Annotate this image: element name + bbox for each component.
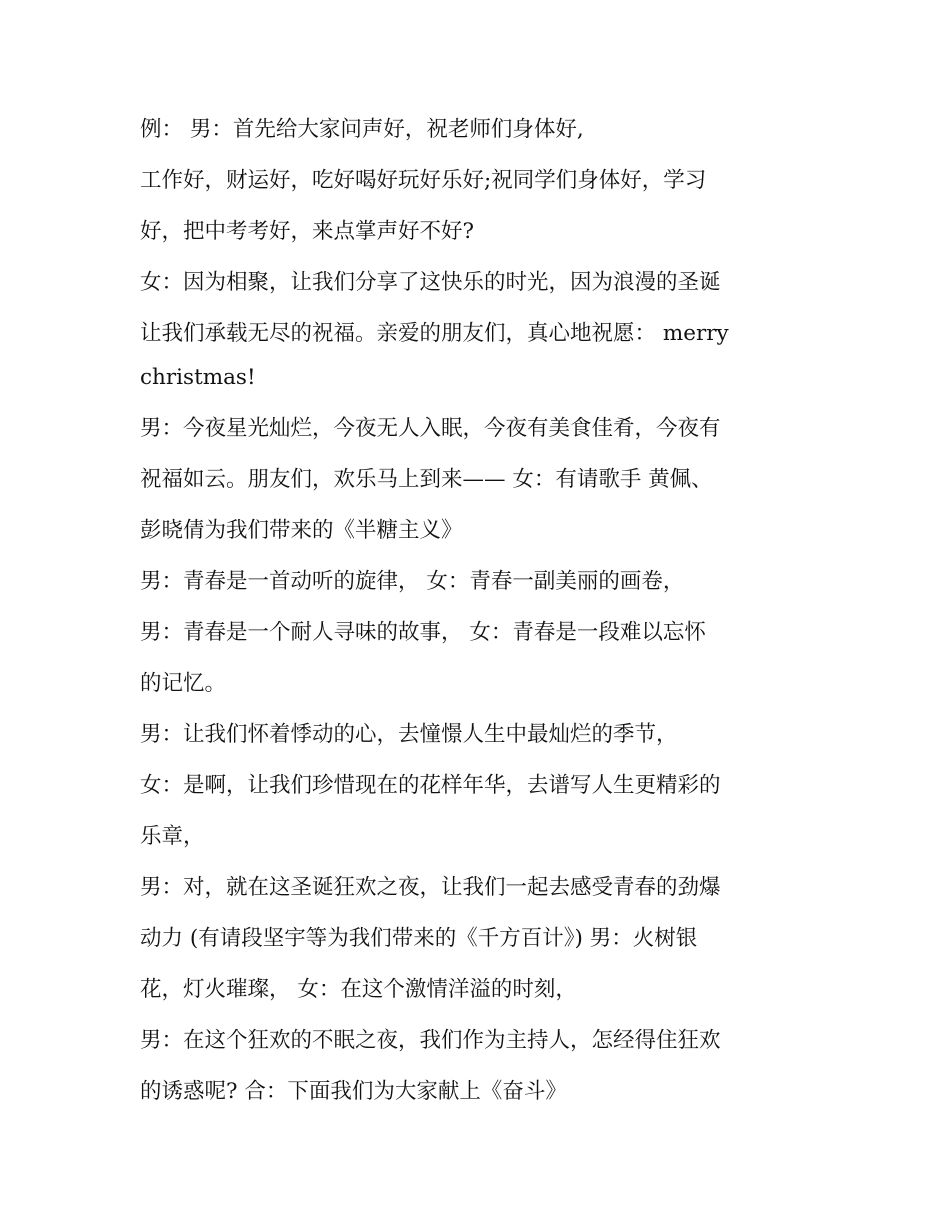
text-line: 男：今夜星光灿烂，今夜无人入眠，今夜有美食佳肴，今夜有 (140, 416, 721, 441)
text-line: 的诱惑呢? 合：下面我们为大家献上《奋斗》 (140, 1079, 567, 1104)
text-line: 男：在这个狂欢的不眠之夜，我们作为主持人，怎经得住狂欢 (140, 1028, 721, 1053)
text-line: 乐章， (140, 824, 205, 849)
text-line: 女：是啊，让我们珍惜现在的花样年华，去谱写人生更精彩的 (140, 773, 721, 798)
text-line: 男：让我们怀着悸动的心，去憧憬人生中最灿烂的季节， (140, 722, 678, 747)
text-line: 祝福如云。朋友们，欢乐马上到来—— 女：有请歌手 黄佩、 (140, 467, 713, 492)
text-line: 花，灯火璀璨， 女：在这个激情洋溢的时刻， (140, 977, 577, 1002)
text-line: christmas! (140, 365, 256, 390)
text-line: 彭晓倩为我们带来的《半糖主义》 (140, 518, 463, 543)
text-line: 女：因为相聚，让我们分享了这快乐的时光，因为浪漫的圣诞 (140, 270, 721, 295)
text-line: 例： 男：首先给大家问声好，祝老师们身体好, (140, 117, 584, 142)
text-line: 工作好，财运好，吃好喝好玩好乐好;祝同学们身体好，学习 (140, 168, 707, 193)
text-line: 好，把中考考好，来点掌声好不好? (140, 219, 475, 244)
script-text (140, 108, 820, 1121)
text-line: 男：青春是一首动听的旋律， 女：青春一副美丽的画卷， (140, 569, 685, 594)
text-line: 男：对，就在这圣诞狂欢之夜，让我们一起去感受青春的劲爆 (140, 875, 721, 900)
text-line: 男：青春是一个耐人寻味的故事， 女：青春是一段难以忘怀 (140, 620, 706, 645)
text-line: 的记忆。 (140, 671, 227, 696)
text-line: 让我们承载无尽的祝福。亲爱的朋友们，真心地祝愿： merry (140, 321, 729, 346)
text-line: 动力 (有请段坚宇等为我们带来的《千方百计》) 男：火树银 (140, 926, 698, 951)
